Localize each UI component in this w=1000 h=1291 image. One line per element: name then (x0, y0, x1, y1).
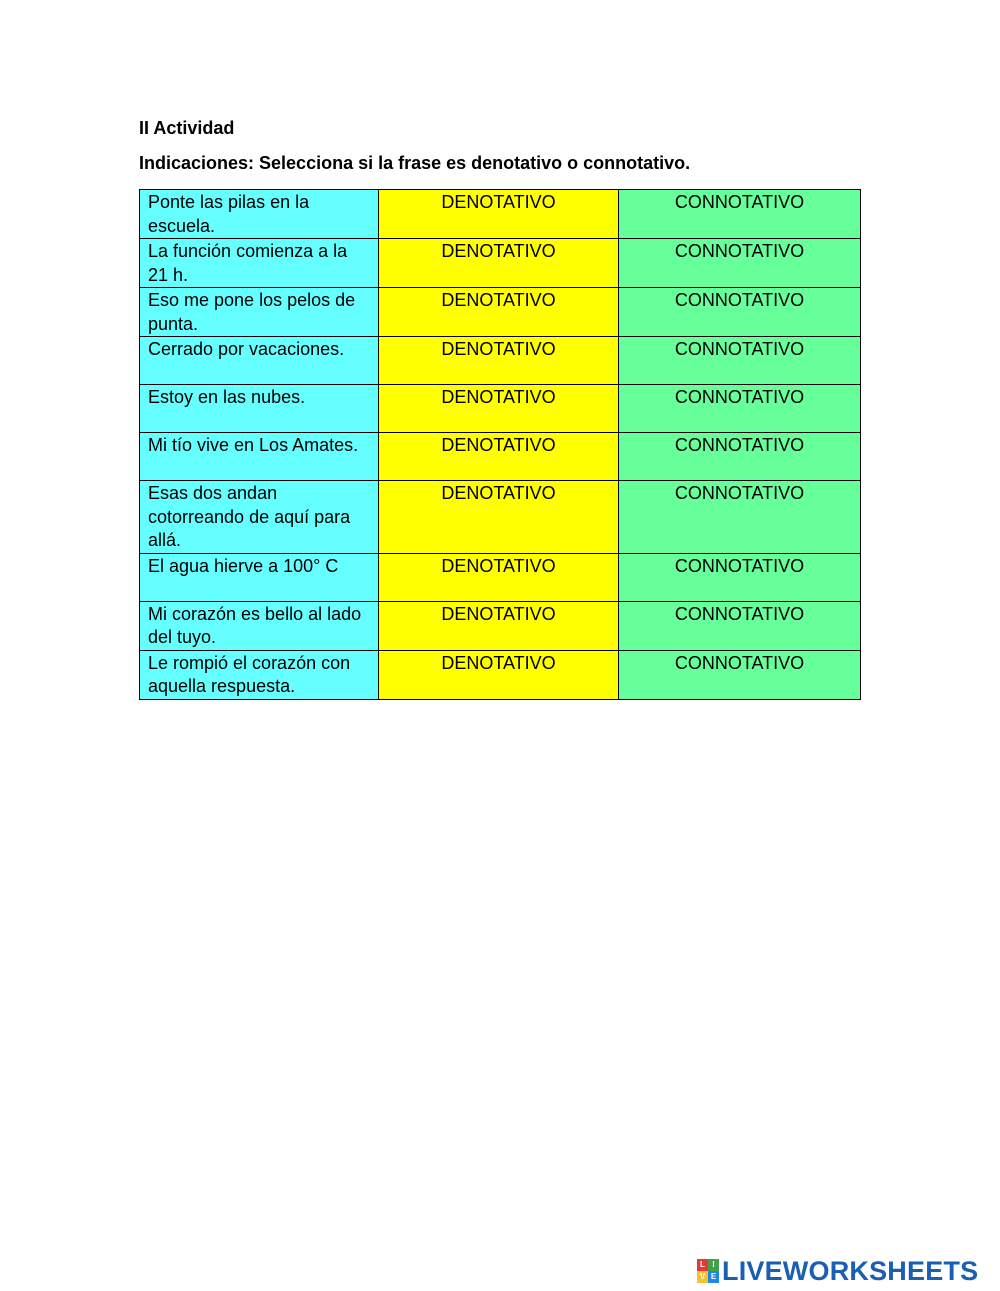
denotativo-option[interactable]: DENOTATIVO (379, 553, 619, 601)
phrase-cell: Cerrado por vacaciones. (140, 337, 379, 385)
phrase-cell: Esas dos andan cotorreando de aquí para allá. (140, 481, 379, 554)
connotativo-option[interactable]: CONNOTATIVO (619, 239, 861, 288)
denotativo-option[interactable]: DENOTATIVO (379, 385, 619, 433)
denotativo-option[interactable]: DENOTATIVO (379, 481, 619, 554)
table-row (140, 481, 861, 554)
brand-text: LIVEWORKSHEETS (722, 1256, 979, 1286)
phrase-cell: Le rompió el corazón con aquella respuesta. (140, 650, 379, 699)
connotativo-option[interactable]: CONNOTATIVO (619, 650, 861, 699)
table-row (140, 190, 861, 239)
liveworksheets-logo (697, 1256, 978, 1286)
table-row (140, 601, 861, 650)
table-row (140, 337, 861, 385)
phrase-cell: Ponte las pilas en la escuela. (140, 190, 379, 239)
connotativo-option[interactable]: CONNOTATIVO (619, 433, 861, 481)
denotativo-option[interactable]: DENOTATIVO (379, 650, 619, 699)
instructions-text: Indicaciones: Selecciona si la frase es denotativo o connotativo. (139, 153, 691, 173)
connotativo-option[interactable]: CONNOTATIVO (619, 190, 861, 239)
denotativo-option[interactable]: DENOTATIVO (379, 433, 619, 481)
connotativo-option[interactable]: CONNOTATIVO (619, 553, 861, 601)
table-row (140, 650, 861, 699)
connotativo-option[interactable]: CONNOTATIVO (619, 288, 861, 337)
logo-letter: E (708, 1271, 719, 1283)
denotativo-option[interactable]: DENOTATIVO (379, 190, 619, 239)
logo-letter: L (697, 1259, 708, 1271)
liveworksheets-logo-icon (697, 1259, 719, 1283)
logo-letter: V (697, 1271, 708, 1283)
phrase-cell: Mi tío vive en Los Amates. (140, 433, 379, 481)
denotativo-option[interactable]: DENOTATIVO (379, 337, 619, 385)
denotativo-option[interactable]: DENOTATIVO (379, 239, 619, 288)
connotativo-option[interactable]: CONNOTATIVO (619, 481, 861, 554)
phrase-cell: El agua hierve a 100° C (140, 553, 379, 601)
phrase-cell: La función comienza a la 21 h. (140, 239, 379, 288)
denotativo-option[interactable]: DENOTATIVO (379, 601, 619, 650)
table-row (140, 433, 861, 481)
denotativo-option[interactable]: DENOTATIVO (379, 288, 619, 337)
connotativo-option[interactable]: CONNOTATIVO (619, 337, 861, 385)
phrase-cell: Estoy en las nubes. (140, 385, 379, 433)
table-row (140, 288, 861, 337)
activity-title: II Actividad (139, 118, 235, 138)
phrase-cell: Mi corazón es bello al lado del tuyo. (140, 601, 379, 650)
phrase-cell: Eso me pone los pelos de punta. (140, 288, 379, 337)
connotativo-option[interactable]: CONNOTATIVO (619, 601, 861, 650)
connotativo-option[interactable]: CONNOTATIVO (619, 385, 861, 433)
phrase-classification-table (139, 189, 861, 700)
logo-letter: I (708, 1259, 719, 1271)
table-row (140, 385, 861, 433)
table-row (140, 553, 861, 601)
table-row (140, 239, 861, 288)
